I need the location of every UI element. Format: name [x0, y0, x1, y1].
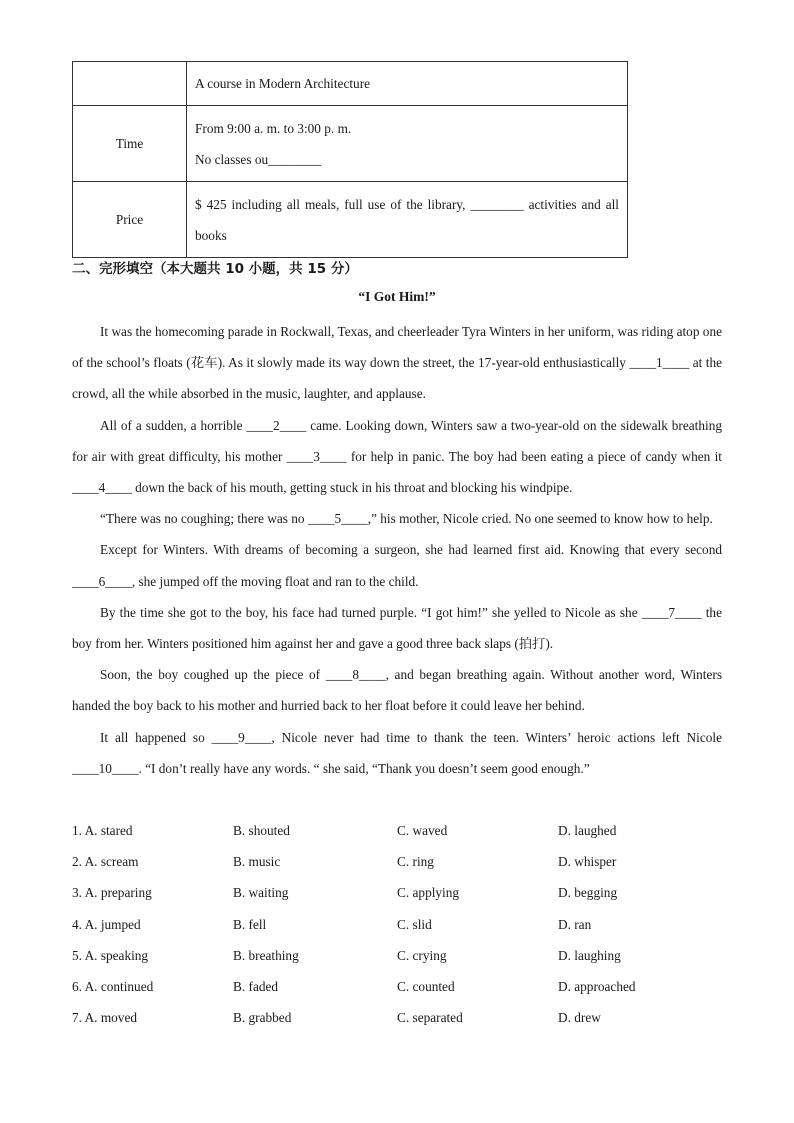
course-name: A course in Modern Architecture	[187, 62, 628, 106]
paragraph: It all happened so ____9____, Nicole never had time to thank the teen. Winters’ heroic actions left Nicole ____10____. “I don’t really have any words. “ she said, “Thank you doesn’t seem good enough.”	[72, 729, 722, 776]
option-d: D. approached	[558, 978, 636, 994]
price-value: $ 425 including all meals, full use of the library, ________ activities and all books	[187, 182, 628, 258]
option-c: C. counted	[397, 978, 455, 994]
paragraph: All of a sudden, a horrible ____2____ came. Looking down, Winters saw a two-year-old on the sidewalk breathing for air with great difficulty, his mother ____3____ for help in panic. The boy had been eating a piece of candy when it ____4____ down the back of his mouth, getting stuck in his throat and blocking his windpipe.	[72, 417, 722, 496]
option-b: B. breathing	[233, 947, 299, 963]
time-no-classes: No classes ou________	[195, 151, 322, 167]
paragraph: Except for Winters. With dreams of becoming a surgeon, she had learned first aid. Knowing that every second ____6____, she jumped off the moving float and ran to the child.	[72, 542, 722, 589]
paragraph: “There was no coughing; there was no ____5____,” his mother, Nicole cried. No one seemed to know how to help.	[100, 511, 713, 527]
table-row	[73, 182, 628, 258]
option-d: D. laughing	[558, 947, 621, 963]
option-b: B. shouted	[233, 823, 290, 838]
option-b: B. fell	[233, 916, 267, 932]
row-label	[73, 62, 187, 106]
course-info-table	[72, 61, 628, 258]
option-c: C. applying	[397, 885, 460, 901]
passage	[72, 316, 722, 784]
option-b: B. faded	[233, 978, 279, 994]
option-d: D. begging	[558, 885, 618, 901]
question-row	[72, 1002, 722, 1033]
option-b: B. grabbed	[233, 1010, 292, 1026]
row-label-time: Time	[73, 106, 187, 182]
option-d: D. whisper	[558, 854, 617, 870]
table-row	[73, 62, 628, 106]
option-c: C. ring	[397, 854, 434, 870]
option-a: 1. A. stared	[72, 823, 133, 838]
option-c: C. slid	[397, 916, 432, 932]
option-b: B. waiting	[233, 885, 289, 901]
question-row	[72, 846, 722, 877]
option-a: 2. A. scream	[72, 854, 139, 870]
time-hours: From 9:00 a. m. to 3:00 p. m.	[195, 120, 352, 136]
option-a: 5. A. speaking	[72, 947, 149, 963]
question-row	[72, 909, 722, 940]
row-label-price: Price	[73, 182, 187, 258]
option-b: B. music	[233, 854, 281, 870]
passage-title: “I Got Him!”	[358, 289, 436, 304]
paragraph: It was the homecoming parade in Rockwall, Texas, and cheerleader Tyra Winters in her uniform, was riding atop one of the school’s floats (花车). As it slowly made its way down the street, the 17-year-old enthusiastically ____1____ at the crowd, all the while absorbed in the music, laughter, and applause.	[72, 324, 722, 402]
option-a: 6. A. continued	[72, 978, 154, 994]
option-a: 3. A. preparing	[72, 885, 152, 901]
answer-options	[72, 815, 722, 1033]
option-c: C. crying	[397, 947, 447, 963]
question-row	[72, 815, 722, 846]
question-row	[72, 940, 722, 971]
paragraph: By the time she got to the boy, his face had turned purple. “I got him!” she yelled to Nicole as she ____7____ the boy from her. Winters positioned him against her and gave a good three back slaps (拍打).	[72, 604, 722, 652]
option-d: D. drew	[558, 1010, 601, 1026]
option-c: C. waved	[397, 823, 448, 838]
question-row	[72, 877, 722, 908]
option-a: 4. A. jumped	[72, 916, 141, 932]
question-row	[72, 971, 722, 1002]
option-c: C. separated	[397, 1010, 463, 1026]
option-a: 7. A. moved	[72, 1010, 138, 1026]
time-cell	[187, 106, 628, 182]
paragraph: Soon, the boy coughed up the piece of ____8____, and began breathing again. Without another word, Winters handed the boy back to his mother and hurried back to her float before it could leave her behind.	[72, 667, 722, 714]
option-d: D. ran	[558, 916, 592, 932]
option-d: D. laughed	[558, 823, 617, 838]
table-row	[73, 106, 628, 182]
section-title: 二、完形填空（本大题共 10 小题，共 15 分）	[72, 261, 358, 277]
